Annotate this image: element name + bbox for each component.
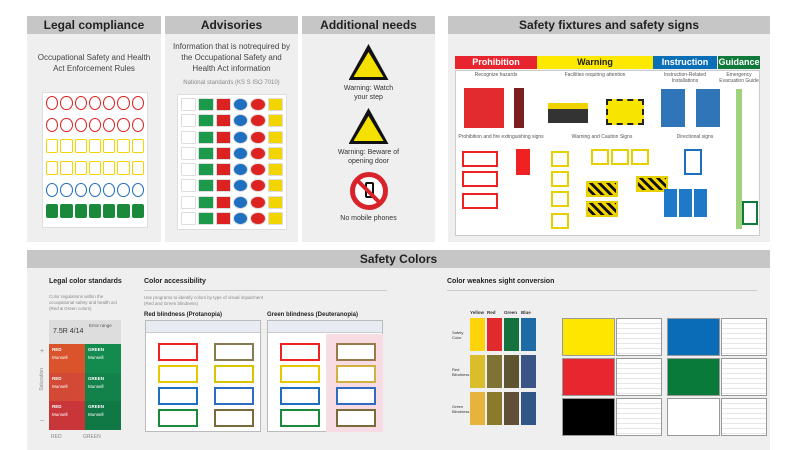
sign-icon — [181, 131, 196, 144]
sample-sign — [280, 343, 320, 361]
sign-icon — [233, 196, 248, 209]
caution-sign — [631, 149, 649, 165]
column-header: Yellow — [470, 310, 485, 315]
category-subtitle: Facilities requiring attention — [564, 72, 626, 78]
sign-icon — [216, 114, 231, 127]
exit-sign — [742, 201, 758, 225]
sign-icon — [250, 196, 265, 209]
caution-sign — [551, 171, 569, 187]
color-swatch — [521, 318, 536, 351]
sign-icon — [268, 196, 283, 209]
prohibition-sign — [462, 151, 498, 167]
sign-icon — [198, 196, 213, 209]
sign-icon — [198, 114, 213, 127]
color-swatch — [504, 355, 519, 388]
sign-icon — [250, 179, 265, 192]
caution-sign — [551, 191, 569, 207]
category-guidance: Guidance — [718, 57, 760, 67]
sign-icon — [216, 131, 231, 144]
sign-icon — [268, 212, 283, 225]
instruction-panel-image — [696, 89, 720, 127]
divider — [144, 290, 387, 291]
color-cell-label: GREEN — [88, 347, 105, 352]
sign-icon — [46, 118, 58, 132]
fixtures-board — [455, 70, 760, 236]
sign-icon — [250, 98, 265, 111]
sample-sign — [280, 365, 320, 383]
sign-icon — [233, 114, 248, 127]
error-range-label: Error range — [89, 323, 112, 328]
section-label: Directional signs — [676, 134, 714, 140]
hazard-board-image — [464, 88, 504, 128]
sign-icon — [132, 161, 144, 175]
saturation-axis-label: Saturation — [39, 368, 45, 391]
sign-icon — [250, 212, 265, 225]
directional-banner — [694, 189, 707, 217]
sign-icon — [250, 131, 265, 144]
color-accessibility-title: Color accessibility — [144, 278, 206, 285]
deuteranopia-window — [267, 320, 383, 432]
sign-icon — [46, 204, 58, 218]
sign-icon — [89, 118, 101, 132]
color-sample — [667, 398, 720, 436]
sample-sign — [214, 343, 254, 361]
row-header: Green Blindness — [452, 404, 470, 414]
munsell-value: 7.5R 4/14 — [53, 328, 84, 335]
color-swatch — [504, 392, 519, 425]
sign-icon — [60, 161, 72, 175]
axis-minus: − — [40, 418, 45, 425]
sign-icon — [268, 147, 283, 160]
sign-icon — [233, 212, 248, 225]
color-swatch — [487, 392, 502, 425]
sign-icon — [216, 212, 231, 225]
sample-sign — [336, 409, 376, 427]
color-cell-green — [85, 373, 121, 402]
category-subtitle: Recognize hazards — [474, 72, 518, 78]
row-header: Red Blindness — [452, 367, 470, 377]
sign-icon — [198, 98, 213, 111]
sign-icon — [216, 196, 231, 209]
caution-sign — [551, 151, 569, 167]
sample-sign — [336, 365, 376, 383]
sign-icon — [268, 114, 283, 127]
sign-icon — [60, 139, 72, 153]
protanopia-window — [145, 320, 261, 432]
instruction-sign — [684, 149, 702, 175]
sign-icon — [46, 183, 58, 197]
conversion-table — [452, 310, 537, 438]
sample-sign — [214, 409, 254, 427]
sign-icon — [60, 204, 72, 218]
sign-icon — [117, 161, 129, 175]
sample-sign — [280, 409, 320, 427]
color-cell-red — [49, 373, 85, 402]
sign-icon — [89, 183, 101, 197]
sign-icon — [75, 204, 87, 218]
sign-icon — [89, 139, 101, 153]
axis-green-label: GREEN — [83, 434, 101, 440]
directional-banner — [664, 189, 677, 217]
color-swatch — [470, 392, 485, 425]
panel-additional-needs — [302, 16, 435, 242]
panel-description: Information that is notrequired by the Occupational Safety and Health Act information — [173, 42, 290, 73]
barrier-image — [548, 103, 588, 123]
sample-sign — [158, 343, 198, 361]
divider — [447, 290, 757, 291]
panel-advisories — [165, 16, 298, 242]
munsell-header — [49, 320, 121, 344]
sign-icon — [132, 204, 144, 218]
prohibition-sign — [462, 171, 498, 187]
color-sample — [562, 318, 615, 356]
sign-icon — [89, 161, 101, 175]
legal-signs-sheet — [42, 92, 148, 228]
color-cell-label: RED — [52, 347, 62, 352]
color-spec-table — [616, 358, 662, 396]
sign-icon — [46, 161, 58, 175]
sign-icon — [198, 212, 213, 225]
opening-door-sign — [302, 108, 435, 166]
color-swatch — [521, 355, 536, 388]
sign-icon — [233, 163, 248, 176]
legal-color-standards-desc: Color regulations within the occupational safety and health act (Red & Green colors) — [49, 294, 118, 311]
section-title: Safety Colors — [27, 250, 770, 268]
color-cell-red — [49, 401, 85, 430]
panel-title: Advisories — [165, 16, 298, 34]
sign-icon — [250, 114, 265, 127]
color-cell-green — [85, 401, 121, 430]
sign-icon — [181, 98, 196, 111]
color-swatch — [487, 318, 502, 351]
sign-icon — [268, 98, 283, 111]
sign-icon — [103, 118, 115, 132]
sign-icon — [181, 147, 196, 160]
window-toolbar — [146, 321, 260, 333]
sign-caption: Warning: Watch your step — [343, 85, 394, 101]
sample-sign — [214, 387, 254, 405]
color-sample — [667, 358, 720, 396]
sample-sign — [336, 343, 376, 361]
iso-signs-sheet — [177, 94, 287, 230]
watch-step-sign — [302, 44, 435, 102]
sign-icon — [216, 179, 231, 192]
sign-icon — [117, 183, 129, 197]
color-cell-label: RED — [52, 404, 62, 410]
sign-icon — [250, 163, 265, 176]
sign-icon — [181, 196, 196, 209]
window-toolbar — [268, 321, 382, 333]
color-swatch — [470, 355, 485, 388]
sign-icon — [198, 147, 213, 160]
sample-sign — [336, 387, 376, 405]
color-swatch — [487, 355, 502, 388]
sign-icon — [89, 204, 101, 218]
fire-extinguisher-sign — [516, 149, 530, 175]
sign-icon — [132, 96, 144, 110]
color-cell-green — [85, 344, 121, 373]
color-spec-table — [721, 358, 767, 396]
sign-icon — [60, 96, 72, 110]
sample-sign — [280, 387, 320, 405]
section-label: Prohibition and fire extinguishing signs — [458, 134, 544, 140]
sign-icon — [181, 114, 196, 127]
caution-sign — [551, 213, 569, 229]
sign-icon — [181, 179, 196, 192]
sign-icon — [103, 96, 115, 110]
sign-icon — [117, 204, 129, 218]
no-phone-sign — [302, 172, 435, 223]
warning-triangle-icon — [349, 108, 389, 144]
prohibition-sign — [462, 193, 498, 209]
color-accessibility-desc: Use programs to identify colors by type of visual impairment (Red and Green blindness) — [144, 295, 264, 306]
sign-icon — [60, 183, 72, 197]
category-subtitle: Emergency Evacuation Guide — [719, 72, 759, 84]
sign-icon — [75, 118, 87, 132]
color-sample — [667, 318, 720, 356]
sign-icon — [198, 179, 213, 192]
sign-caption: No mobile phones — [340, 215, 397, 222]
axis-plus: + — [40, 348, 45, 355]
category-prohibition: Prohibition — [455, 56, 537, 69]
sign-icon — [216, 98, 231, 111]
color-cell-label: RED — [52, 375, 62, 381]
panel-title: Additional needs — [302, 16, 435, 34]
sign-icon — [89, 96, 101, 110]
munsell-label: Munsell — [52, 355, 68, 360]
color-swatch — [504, 318, 519, 351]
sign-icon — [233, 98, 248, 111]
sample-sign — [214, 365, 254, 383]
sign-icon — [46, 139, 58, 153]
sign-icon — [132, 118, 144, 132]
direction-caution-sign — [586, 181, 618, 197]
color-swatch — [521, 392, 536, 425]
sample-sign — [158, 409, 198, 427]
sign-icon — [250, 147, 265, 160]
sign-icon — [60, 118, 72, 132]
sign-icon — [268, 179, 283, 192]
color-sample — [562, 398, 615, 436]
conversion-title: Color weaknes sight conversion — [447, 278, 555, 285]
sign-caption: Warning: Beware of opening door — [337, 149, 400, 165]
panel-title: Legal compliance — [27, 16, 161, 34]
sign-icon — [268, 163, 283, 176]
legal-color-grid — [49, 344, 121, 430]
color-cell-label: GREEN — [88, 404, 105, 410]
munsell-label: Munsell — [88, 412, 104, 418]
sign-icon — [103, 139, 115, 153]
sign-icon — [198, 131, 213, 144]
sign-icon — [181, 163, 196, 176]
sign-icon — [103, 204, 115, 218]
sign-icon — [103, 183, 115, 197]
panel-description: Occupational Safety and Health Act Enforcement Rules — [37, 53, 151, 73]
axis-red-label: RED — [51, 434, 62, 440]
warning-triangle-icon — [349, 44, 389, 80]
sign-icon — [198, 163, 213, 176]
sample-sign — [158, 365, 198, 383]
sign-icon — [216, 163, 231, 176]
sign-icon — [117, 96, 129, 110]
sign-icon — [75, 139, 87, 153]
sign-icon — [233, 147, 248, 160]
color-swatch — [470, 318, 485, 351]
color-spec-table — [616, 318, 662, 356]
munsell-label: Munsell — [88, 383, 104, 389]
direction-caution-sign — [586, 201, 618, 217]
safety-colors-section — [27, 250, 770, 450]
column-header: Red — [487, 310, 496, 315]
sign-icon — [117, 139, 129, 153]
standard-label: National standards (KS S ISO 7010) — [183, 80, 280, 86]
sign-icon — [233, 179, 248, 192]
directional-banner — [679, 189, 692, 217]
color-sample — [562, 358, 615, 396]
munsell-label: Munsell — [52, 383, 68, 389]
caution-sign — [591, 149, 609, 165]
sign-icon — [75, 183, 87, 197]
category-warning: Warning — [537, 56, 653, 69]
color-cell-label: GREEN — [88, 375, 105, 381]
row-header: Safety Color — [452, 330, 464, 340]
category-instruction: Instruction — [653, 56, 717, 69]
column-header: Blue — [521, 310, 531, 315]
sign-icon — [216, 147, 231, 160]
sign-icon — [233, 131, 248, 144]
sign-icon — [75, 96, 87, 110]
panel-title: Safety fixtures and safety signs — [448, 16, 770, 34]
legal-color-standards-title: Legal color standards — [49, 278, 122, 285]
deuteranopia-title: Green blindness (Deuteranopia) — [267, 312, 359, 318]
protanopia-title: Red blindness (Protanopia) — [144, 312, 223, 318]
color-spec-table — [616, 398, 662, 436]
sample-sign — [158, 387, 198, 405]
color-cell-red — [49, 344, 85, 373]
panel-legal-compliance — [27, 16, 161, 242]
sign-icon — [103, 161, 115, 175]
category-subtitle: Instruction-Related Installations — [664, 72, 706, 84]
sign-icon — [268, 131, 283, 144]
fire-extinguisher-stand-image — [514, 88, 524, 128]
sign-icon — [181, 212, 196, 225]
sign-icon — [117, 118, 129, 132]
sign-icon — [132, 183, 144, 197]
column-header: Green — [504, 310, 518, 315]
caution-sign — [611, 149, 629, 165]
color-spec-table — [721, 318, 767, 356]
color-spec-table — [721, 398, 767, 436]
sign-icon — [132, 139, 144, 153]
sign-icon — [75, 161, 87, 175]
munsell-label: Munsell — [52, 412, 68, 418]
panel-safety-fixtures — [448, 16, 770, 242]
instruction-panel-image — [661, 89, 685, 127]
caution-mat-image — [606, 99, 644, 125]
munsell-label: Munsell — [88, 355, 104, 360]
no-phone-icon — [350, 172, 388, 210]
sign-icon — [46, 96, 58, 110]
section-label: Warning and Caution Signs — [571, 134, 633, 140]
